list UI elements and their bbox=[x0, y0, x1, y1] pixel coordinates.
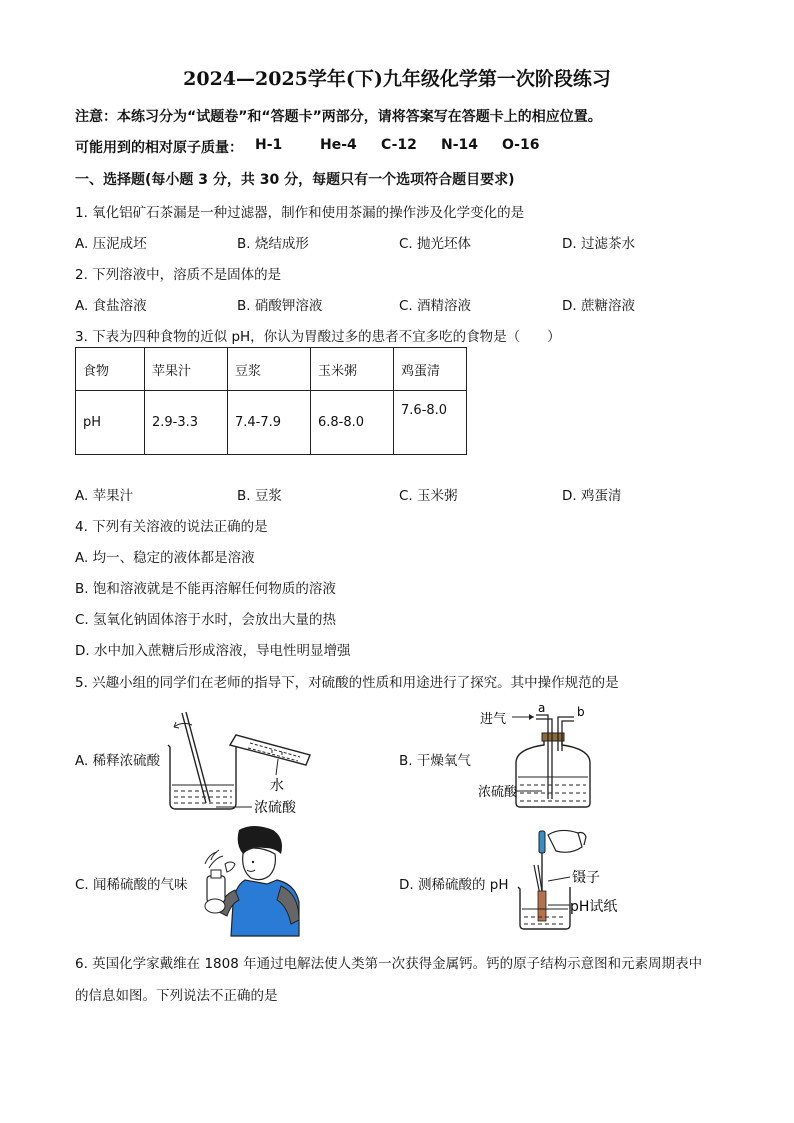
q2-option-d: D. 蔗糖溶液 bbox=[562, 298, 635, 314]
ph-table-cell: 豆浆 bbox=[228, 348, 311, 391]
ph-table-value-row bbox=[76, 391, 467, 455]
q4-option-d: D. 水中加入蔗糖后形成溶液，导电性明显增强 bbox=[75, 643, 351, 659]
notice-text: 注意：本练习分为“试题卷”和“答题卡”两部分，请将答案写在答题卡上的相应位置。 bbox=[75, 109, 602, 125]
q3-option-a: A. 苹果汁 bbox=[75, 488, 134, 504]
ph-table-cell: 7.6-8.0 bbox=[394, 391, 467, 455]
ph-table-cell: 7.4-7.9 bbox=[228, 391, 311, 455]
section-heading: 一、选择题(每小题 3 分，共 30 分，每题只有一个选项符合题目要求) bbox=[75, 172, 515, 188]
atomic-mass-n: N-14 bbox=[441, 137, 479, 153]
label-ph-paper: pH试纸 bbox=[570, 899, 618, 915]
q1-option-b: B. 烧结成形 bbox=[237, 236, 309, 252]
q4-option-b: B. 饱和溶液就是不能再溶解任何物质的溶液 bbox=[75, 581, 336, 597]
figure-smell-acid bbox=[195, 824, 310, 944]
q6-line2: 的信息如图。下列说法不正确的是 bbox=[75, 988, 278, 1004]
q3-option-d: D. 鸡蛋清 bbox=[562, 488, 622, 504]
atomic-mass-c: C-12 bbox=[381, 137, 417, 153]
q1-option-d: D. 过滤茶水 bbox=[562, 236, 635, 252]
label-tweezers: 镊子 bbox=[572, 870, 600, 886]
q5-option-a: A. 稀释浓硫酸 bbox=[75, 753, 161, 769]
label-water: 水 bbox=[270, 778, 284, 794]
label-conc-acid-a: 浓硫酸 bbox=[254, 800, 296, 816]
q4-option-a: A. 均一、稳定的液体都是溶液 bbox=[75, 550, 255, 566]
label-conc-acid-b: 浓硫酸 bbox=[478, 785, 518, 800]
q3-option-c: C. 玉米粥 bbox=[399, 488, 458, 504]
label-inlet: 进气 bbox=[480, 712, 507, 727]
q5-option-b: B. 干燥氧气 bbox=[399, 753, 471, 769]
q1-stem: 1. 氧化铝矿石茶漏是一种过滤器，制作和使用茶漏的操作涉及化学变化的是 bbox=[75, 205, 525, 221]
ph-table-cell: 2.9-3.3 bbox=[145, 391, 228, 455]
figure-measure-ph bbox=[512, 825, 662, 935]
q3-option-b: B. 豆浆 bbox=[237, 488, 282, 504]
atomic-mass-h: H-1 bbox=[255, 137, 283, 153]
ph-table bbox=[75, 347, 467, 455]
label-tube-b: b bbox=[577, 705, 585, 719]
ph-table-cell: pH bbox=[76, 391, 145, 455]
q2-option-b: B. 硝酸钾溶液 bbox=[237, 298, 323, 314]
ph-table-cell: 6.8-8.0 bbox=[311, 391, 394, 455]
atomic-mass-o: O-16 bbox=[502, 137, 540, 153]
ph-table-cell: 苹果汁 bbox=[145, 348, 228, 391]
atomic-mass-label: 可能用到的相对原子质量： bbox=[75, 140, 243, 156]
ph-table-cell: 玉米粥 bbox=[311, 348, 394, 391]
q5-option-d: D. 测稀硫酸的 pH bbox=[399, 877, 509, 893]
page-title: 2024—2025学年(下)九年级化学第一次阶段练习 bbox=[183, 68, 611, 90]
q4-option-c: C. 氢氧化钠固体溶于水时，会放出大量的热 bbox=[75, 612, 337, 628]
ph-table-cell: 鸡蛋清 bbox=[394, 348, 467, 391]
q2-option-c: C. 酒精溶液 bbox=[399, 298, 472, 314]
q3-stem: 3. 下表为四种食物的近似 pH，你认为胃酸过多的患者不宜多吃的食物是（ ） bbox=[75, 329, 561, 345]
q4-stem: 4. 下列有关溶液的说法正确的是 bbox=[75, 519, 268, 535]
label-tube-a: a bbox=[538, 701, 546, 715]
atomic-mass-he: He-4 bbox=[320, 137, 357, 153]
q6-line1: 6. 英国化学家戴维在 1808 年通过电解法使人类第一次获得金属钙。钙的原子结构示意图和元素周期表中 bbox=[75, 956, 703, 972]
ph-table-cell: 食物 bbox=[76, 348, 145, 391]
figure-dry-oxygen bbox=[474, 703, 614, 813]
q1-option-a: A. 压泥成坯 bbox=[75, 236, 147, 252]
q1-option-c: C. 抛光坯体 bbox=[399, 236, 472, 252]
ph-table-header-row bbox=[76, 348, 467, 391]
q2-option-a: A. 食盐溶液 bbox=[75, 298, 147, 314]
q5-option-c: C. 闻稀硫酸的气味 bbox=[75, 877, 188, 893]
figure-dilute-acid bbox=[160, 695, 360, 820]
q2-stem: 2. 下列溶液中，溶质不是固体的是 bbox=[75, 267, 282, 283]
q5-stem: 5. 兴趣小组的同学们在老师的指导下，对硫酸的性质和用途进行了探究。其中操作规范的是 bbox=[75, 675, 619, 691]
